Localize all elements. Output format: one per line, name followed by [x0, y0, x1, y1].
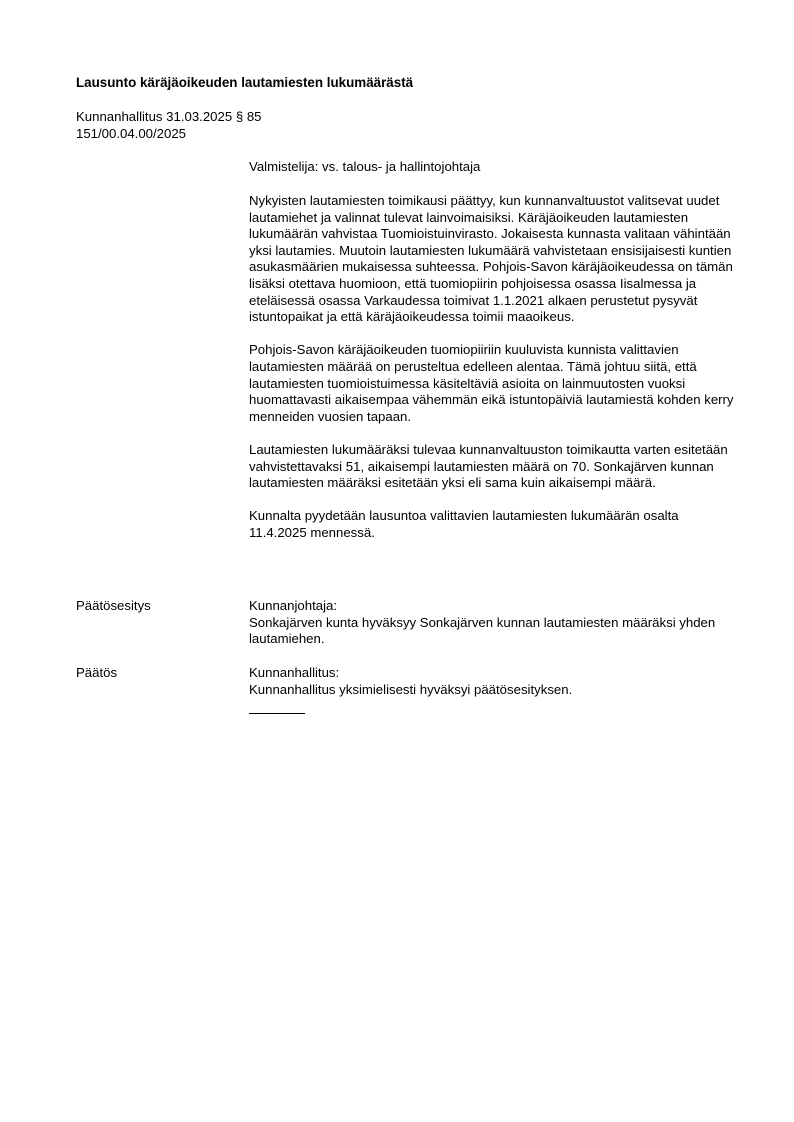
decision-section [249, 665, 735, 698]
body-paragraph: Lautamiesten lukumääräksi tulevaa kunnanvaltuuston toimikautta varten esitetään vahvistettavaksi 51, aikaisempi lautamiesten määrä on 70. Sonkajärven kunnan lautamiesten määräksi esitetään yksi eli sama kuin aikaisempi määrä. [249, 441, 728, 491]
document-body [249, 193, 735, 558]
body-paragraph: Nykyisten lautamiesten toimikausi päättyy, kun kunnanvaltuustot valitsevat uudet lautamiehet ja valinnat tulevat lainvoimaisiksi. Käräjäoikeuden lautamiesten lukumäärän vahvistaa Tuomioistuinvirasto. Jokaisesta kunnasta valitaan vähintään yksi lautamies. Muutoin lautamiesten lukumäärä vahvistetaan ensisijaisesti kuntien asukasmäärien mukaisessa suhteessa. Pohjois-Savon käräjäoikeudessa on tämän lisäksi otettava huomioon, että tuomiopiirin pohjoisessa osassa Iisalmessa ja eteläisessä osassa Varkaudessa toimivat 1.1.2021 alkaen perustetut pysyvät istuntopaikat ja että käräjäoikeudessa toimii maaoikeus. [249, 193, 733, 325]
proposal-text: Sonkajärven kunta hyväksyy Sonkajärven kunnan lautamiesten määräksi yhden lautamiehen. [249, 614, 716, 647]
document-title: Lausunto käräjäoikeuden lautamiesten lukumäärästä [76, 75, 414, 90]
decision-text: Kunnanhallitus yksimielisesti hyväksyi päätösesityksen. [249, 681, 573, 697]
meeting-reference: Kunnanhallitus 31.03.2025 § 85 [76, 109, 262, 124]
proposal-speaker: Kunnanjohtaja: [249, 598, 337, 613]
decision-label: Päätös [76, 665, 118, 680]
preparer-line: Valmistelija: vs. talous- ja hallintojohtaja [249, 159, 481, 174]
body-paragraph: Kunnalta pyydetään lausuntoa valittavien lautamiesten lukumäärän osalta 11.4.2025 mennessä. [249, 508, 679, 540]
end-divider [249, 713, 305, 714]
record-number: 151/00.04.00/2025 [76, 125, 187, 141]
meeting-info [76, 109, 262, 142]
decision-speaker: Kunnanhallitus: [249, 665, 340, 680]
proposal-section [249, 598, 735, 648]
body-paragraph: Pohjois-Savon käräjäoikeuden tuomiopiiriin kuuluvista kunnista valittavien lautamiesten määrää on perusteltua edelleen alentaa. Tämä johtuu siitä, että lautamiesten tuomioistuimessa käsiteltäviä asioita on lainmuutosten vuoksi huomattavasti aikaisempaa vähemmän eikä istuntopäiviä lautamiestä kohden kerry menneiden vuosien tapaan. [249, 342, 734, 424]
proposal-label: Päätösesitys [76, 598, 151, 613]
